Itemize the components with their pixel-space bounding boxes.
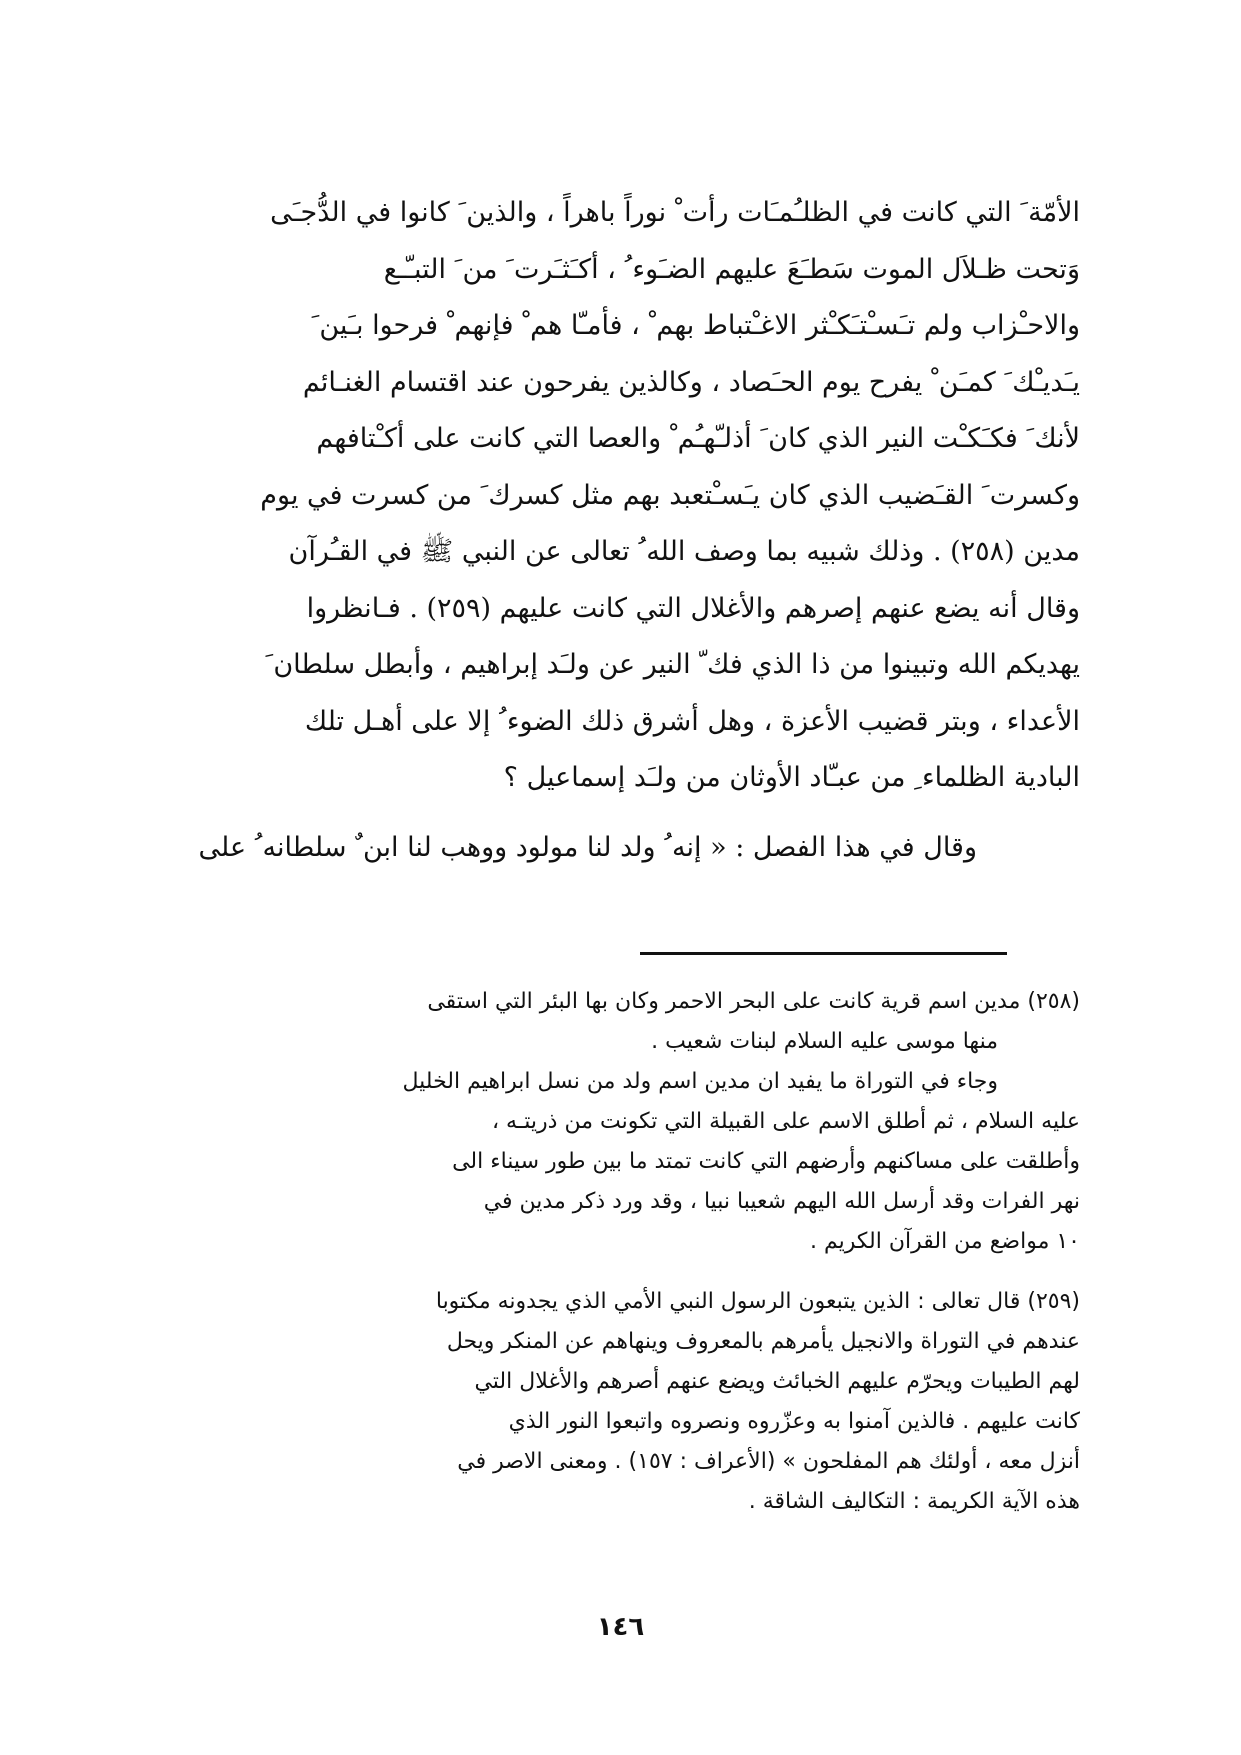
footnote-line: منها موسى عليه السلام لبنات شعيب .	[651, 1029, 998, 1054]
body-line: وكسرت َ القـَضيب الذي كان يـَسـْتعبد بهم مثل كسرك َ من كسرت في يوم	[260, 479, 1080, 511]
body-line: الأمّة َ التي كانت في الظلـُمـَات رأت ْ نوراً باهراً ، والذين َ كانوا في الدُّجـَى	[270, 197, 1080, 228]
footnote-258	[80, 982, 1080, 1262]
body-line: يهديكم الله وتبينوا من ذا الذي فك ّ النير عن ولـَد إبراهيم ، وأبطل سلطان َ	[265, 649, 1080, 680]
body-line: وَتحت ظـلاَل الموت سَطـَعَ عليهم الضـَوء ُ ، أكـَثـَرت َ من َ التبـّـع	[383, 253, 1080, 285]
footnote-line: أنزل معه ، أولئك هم المفلحون » (الأعراف : ١٥٧) . ومعنى الاصر في	[457, 1449, 1080, 1474]
body-line: البادية الظلماء ِ من عبـّاد الأوثان من ولـَد إسماعيل ؟	[503, 762, 1080, 793]
footnote-divider	[640, 952, 1007, 955]
closing-line: وقال في هذا الفصل : « إنه ُ ولد لنا مولود ووهب لنا ابن ٌ سلطانه ُ على	[198, 832, 977, 863]
body-line: وقال أنه يضع عنهم إصرهم والأغلال التي كانت عليهم (٢٥٩) . فـانظروا	[306, 592, 1080, 624]
body-paragraph	[80, 185, 1080, 807]
footnote-line: كانت عليهم . فالذين آمنوا به وعزّروه ونصروه واتبعوا النور الذي	[508, 1409, 1080, 1434]
body-line: والاحـْزاب ولم تـَسـْتـَكـْثر الاغـْتباط بهم ْ ، فأمـّا هم ْ فإنهم ْ فرحوا بـَين َ	[311, 310, 1080, 341]
footnote-259	[80, 1282, 1080, 1522]
footnote-line: (٢٥٨) مدين اسم قرية كانت على البحر الاحمر وكان بها البئر التي استقى	[427, 989, 1080, 1014]
footnote-line: وأطلقت على مساكنهم وأرضهم التي كانت تمتد ما بين طور سيناء الى	[452, 1149, 1080, 1174]
footnote-line: ١٠ مواضع من القرآن الكريم .	[809, 1229, 1080, 1254]
footnote-line: (٢٥٩) قال تعالى : الذين يتبعون الرسول النبي الأمي الذي يجدونه مكتوبا	[435, 1289, 1080, 1314]
footnote-spacer	[80, 1262, 1080, 1282]
body-line: الأعداء ، وبتر قضيب الأعزة ، وهل أشرق ذلك الضوء ُ إلا على أهـل تلك	[304, 705, 1080, 737]
footnote-line: لهم الطيبات ويحرّم عليهم الخبائث ويضع عنهم أصرهم والأغلال التي	[474, 1369, 1080, 1394]
footnote-line: نهر الفرات وقد أرسل الله اليهم شعيبا نبيا ، وقد ورد ذكر مدين في	[483, 1189, 1080, 1214]
footnote-line: هذه الآية الكريمة : التكاليف الشاقة .	[748, 1489, 1080, 1514]
body-line: لأنك َ فكـَكـْت النير الذي كان َ أذلـّهـُم ْ والعصا التي كانت على أكـْتافهم	[316, 423, 1080, 454]
footnote-line: وجاء في التوراة ما يفيد ان مدين اسم ولد من نسل ابراهيم الخليل	[402, 1069, 998, 1094]
footnotes	[80, 982, 1080, 1522]
footnote-line: عليه السلام ، ثم أطلق الاسم على القبيلة التي تكونت من ذريتـه ،	[491, 1109, 1080, 1134]
body-line: يـَديـْك َ كمـَن ْ يفرح يوم الحـَصاد ، وكالذين يفرحون عند اقتسام الغنـائم	[302, 366, 1080, 398]
footnote-line: عندهم في التوراة والانجيل يأمرهم بالمعروف وينهاهم عن المنكر ويحل	[446, 1329, 1080, 1354]
body-line: مدين (٢٥٨) . وذلك شبيه بما وصف الله ُ تعالى عن النبي ﷺ في القـُرآن	[288, 536, 1080, 567]
page-number: ١٤٦	[596, 1612, 645, 1642]
